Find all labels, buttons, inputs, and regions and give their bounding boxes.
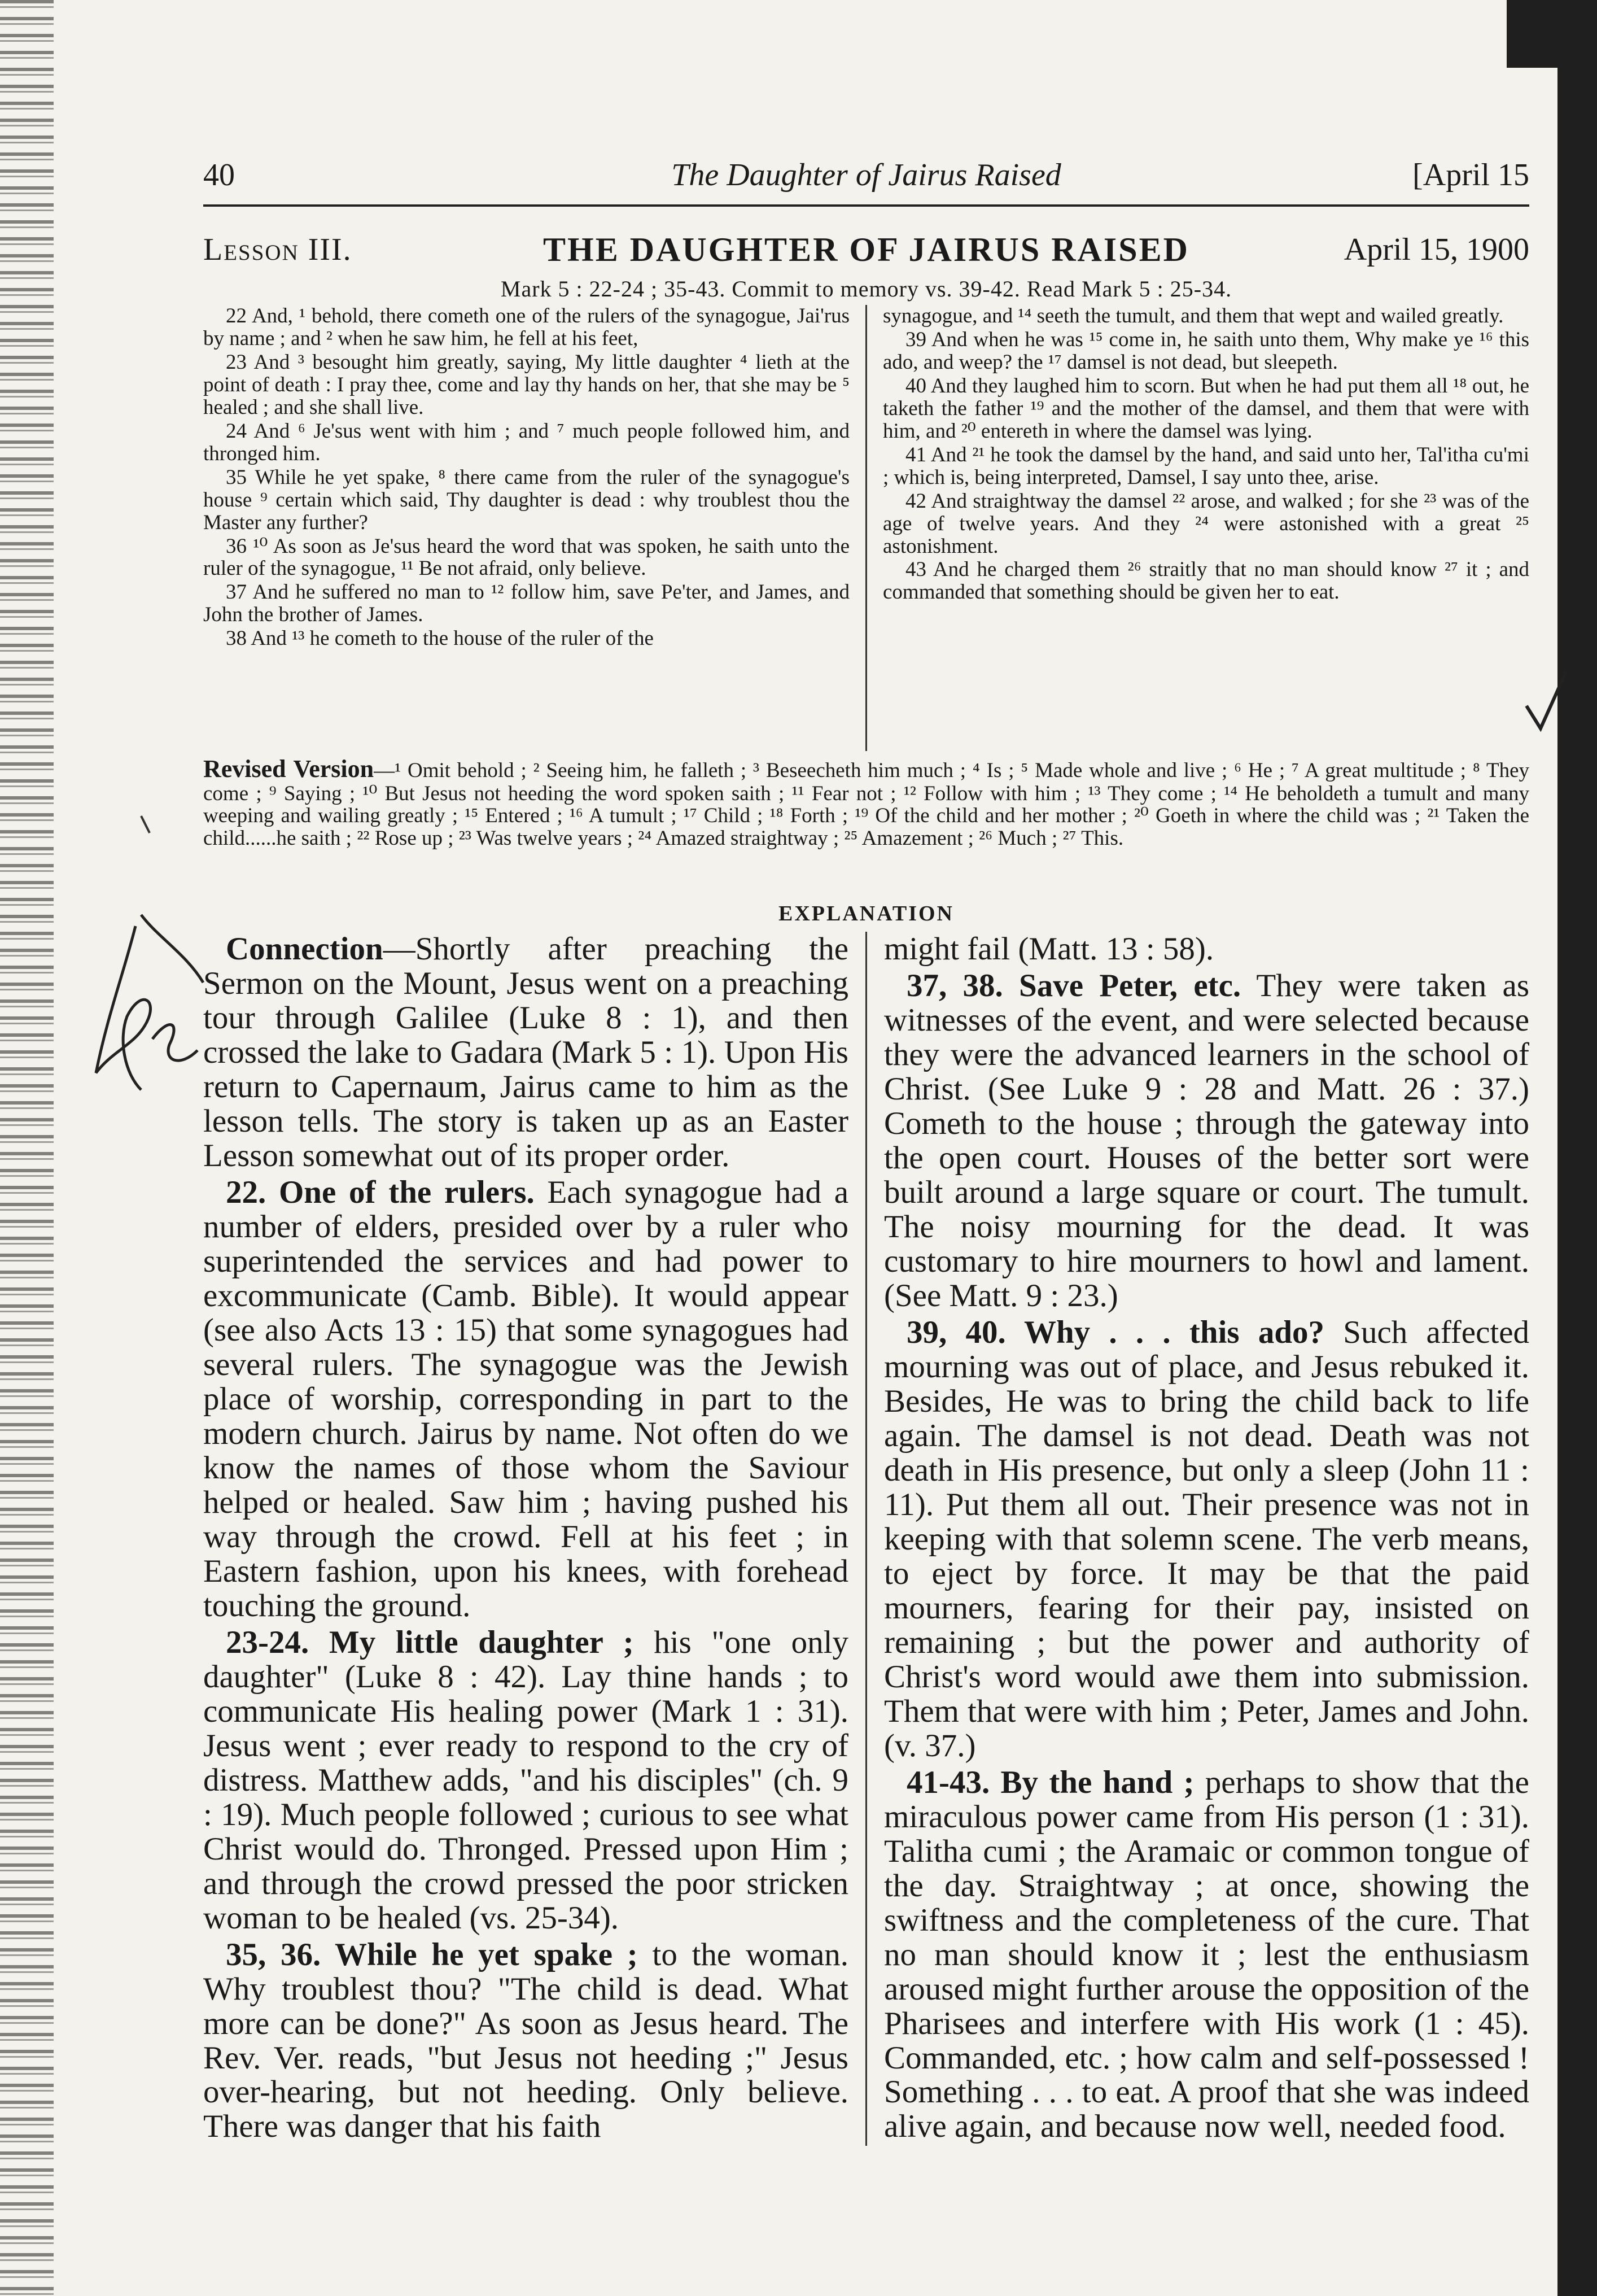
verse: synagogue, and ¹⁴ seeth the tumult, and them that wept and wailed greatly. <box>883 305 1504 328</box>
binding-edge <box>0 0 54 2296</box>
verse: 35 While he yet spake, ⁸ there came from the ruler of the synagogue's house ⁹ certain which said, Thy daughter is dead : why troublest thou the Master any further? <box>203 465 850 534</box>
paragraph-head: 23-24. My little daughter ; <box>226 1624 634 1660</box>
paragraph-body: Each synagogue had a number of elders, presided over by a ruler who superintended the services and had power to excommunicate (Camb. Bible). It would appear (see also Acts 13 : 15) that some synagogues had several rulers. The synagogue was the Jewish place of worship, corresponding in part to the modern church. Jairus by name. Not often do we know the names of those whom the Saviour helped or healed. Saw him ; having pushed his way through the crowd. Fell at his feet ; in Eastern fashion, upon his knees, with forehead touching the ground. <box>203 1174 848 1623</box>
revised-version-label: Revised Version <box>203 756 374 783</box>
verse: 41 And ²¹ he took the damsel by the hand, and said unto her, Tal'itha cu'mi ; which is, being interpreted, Damsel, I say unto thee, arise. <box>883 443 1529 489</box>
commentary-column-left <box>203 932 867 2146</box>
lesson-title: THE DAUGHTER OF JAIRUS RAISED <box>543 231 1189 268</box>
paragraph-head: 41-43. By the hand ; <box>907 1764 1195 1800</box>
paragraph-head: 22. One of the rulers. <box>226 1174 535 1210</box>
scripture-text <box>203 305 1529 751</box>
revised-version-text: —¹ Omit behold ; ² Seeing him, he falleth ; ³ Beseecheth him much ; ⁴ Is ; ⁵ Made whole and live ; ⁶ He ; ⁷ A great multitude ; ⁸ They come ; ⁹ Saying ; ¹⁰ But Jesus not heeding the word spoken saith ; ¹¹ Fear not ; ¹² Follow with him ; ¹³ They come ; ¹⁴ He beholdeth a tumult and many weeping and wailing greatly ; ¹⁵ Entered ; ¹⁶ A tumult ; ¹⁷ Child ; ¹⁸ Forth ; ¹⁹ Of the child and her mother ; ²⁰ Goeth in where the child was ; ²¹ Taken the child......he saith ; ²² Rose up ; ²³ Was twelve years ; ²⁴ Amazed straightway ; ²⁵ Amazement ; ²⁶ Much ; ²⁷ This. <box>203 759 1529 850</box>
running-title: The Daughter of Jairus Raised <box>671 158 1061 193</box>
scripture-column-left <box>203 305 867 751</box>
lesson-date: April 15, 1900 <box>1344 232 1529 267</box>
paragraph-body: Such affected mourning was out of place, and Jesus rebuked it. Besides, He was to bring the child back to life again. The damsel is not dead. Death was not death in His presence, but only a sleep (John 11 : 11). Put them all out. Their presence was not in keeping with that solemn scene. The verb means, to eject by force. It may be that the paid mourners, fearing for their pay, insisted on remaining ; but the power and authority of Christ's word would awe them into submission. Them that were with him ; Peter, James and John. (v. 37.) <box>884 1314 1529 1764</box>
lesson-number: Lesson III. <box>203 232 352 267</box>
commentary <box>203 932 1529 2146</box>
commentary-paragraph <box>203 1937 848 2144</box>
handwritten-tick-mark <box>1521 666 1572 734</box>
header-date: [April 15 <box>1412 158 1529 193</box>
paragraph-head: 35, 36. While he yet spake ; <box>226 1936 638 1972</box>
commentary-paragraph <box>884 968 1529 1313</box>
paragraph-head: 37, 38. Save Peter, etc. <box>907 967 1241 1003</box>
revised-version-notes <box>203 756 1529 897</box>
paragraph-body: to the woman. Why troublest thou? "The child is dead. What more can be done?" As soon as Jesus heard. The Rev. Ver. reads, "but Jesus not heeding ;" Jesus over-hearing, but not heeding. Only believe. There was danger that his faith <box>203 1936 848 2145</box>
commentary-paragraph <box>884 932 1529 966</box>
verse: 22 And, ¹ behold, there cometh one of the rulers of the synagogue, Jai'rus by name ; and ² when he saw him, he fell at his feet, <box>203 305 850 350</box>
paragraph-body: They were taken as witnesses of the event, and were selected because they were the advanced learners in the school of Christ. (See Luke 9 : 28 and Matt. 26 : 37.) Cometh to the house ; through the gateway into the open court. Houses of the better sort were built around a large square or court. The tumult. The noisy mourning for the dead. It was customary to hire mourners to howl and lament. (See Matt. 9 : 23.) <box>884 967 1529 1313</box>
verse: 40 And they laughed him to scorn. But when he had put them all ¹⁸ out, he taketh the father ¹⁹ and the mother of the damsel, and them that were with him, and ²⁰ entereth in where the damsel was lying. <box>883 374 1529 443</box>
scan-border-right <box>1557 34 1597 2296</box>
lesson-reading: Mark 5 : 22-24 ; 35-43. Commit to memory vs. 39-42. Read Mark 5 : 25-34. <box>500 276 1232 302</box>
page-number: 40 <box>203 158 235 193</box>
paragraph-body: his "one only daughter" (Luke 8 : 42). Lay thine hands ; to communicate His healing power (Mark 1 : 31). Jesus went ; ever ready to respond to the cry of distress. Matthew adds, "and his disciples" (ch. 9 : 19). Much people followed ; curious to see what Christ would do. Thronged. Pressed upon Him ; and through the crowd pressed the poor stricken woman to be healed (vs. 25-34). <box>203 1624 849 1936</box>
verse: 39 And when he was ¹⁵ come in, he saith unto them, Why make ye ¹⁶ this ado, and weep? the ¹⁷ damsel is not dead, but sleepeth. <box>883 328 1529 374</box>
commentary-column-right <box>867 932 1529 2146</box>
verse: 36 ¹⁰ As soon as Je'sus heard the word that was spoken, he saith unto the ruler of the synagogue, ¹¹ Be not afraid, only believe. <box>203 534 850 580</box>
verse: 38 And ¹³ he cometh to the house of the ruler of the <box>226 627 654 651</box>
paragraph-body: might fail (Matt. 13 : 58). <box>884 932 1214 967</box>
scripture-column-right <box>867 305 1529 751</box>
stray-mark <box>138 813 155 836</box>
commentary-paragraph <box>203 1175 848 1623</box>
page-header <box>203 152 1529 198</box>
verse: 37 And he suffered no man to ¹² follow him, save Pe'ter, and James, and John the brother of James. <box>203 580 850 627</box>
verse: 43 And he charged them ²⁶ straitly that no man should know ²⁷ it ; and commanded that something should be given her to eat. <box>883 558 1529 604</box>
paragraph-body: perhaps to show that the miraculous power came from His person (1 : 31). Talitha cumi ; the Aramaic or common tongue of the day. Straightway ; at once, showing the swiftness and the completeness of the cure. That no man should know it ; lest the enthusiasm aroused might further arouse the opposition of the Pharisees and interfere with His work (1 : 45). Commanded, etc. ; how calm and self-possessed ! Something . . . to eat. A proof that she was indeed alive again, and because now well, needed food. <box>884 1764 1529 2145</box>
handwritten-margin-mark <box>73 903 220 1118</box>
commentary-paragraph <box>884 1765 1529 2144</box>
commentary-paragraph <box>884 1315 1529 1763</box>
commentary-paragraph <box>203 932 848 1173</box>
explanation-heading: EXPLANATION <box>778 902 954 926</box>
paragraph-body: —Shortly after preaching the Sermon on the Mount, Jesus went on a preaching tour through Galilee (Luke 8 : 1), and then crossed the lake to Gadara (Mark 5 : 1). Upon His return to Capernaum, Jairus came to him as the lesson tells. The story is taken up as an Easter Lesson somewhat out of its proper order. <box>203 932 848 1173</box>
header-rule <box>203 204 1529 207</box>
verse: 24 And ⁶ Je'sus went with him ; and ⁷ much people followed him, and thronged him. <box>203 419 850 465</box>
paragraph-head: Connection <box>226 932 383 967</box>
commentary-paragraph <box>203 1625 848 1935</box>
lesson-title-line <box>203 226 1529 277</box>
verse: 23 And ³ besought him greatly, saying, My little daughter ⁴ lieth at the point of death : I pray thee, come and lay thy hands on her, that she may be ⁵ healed ; and she shall live. <box>203 350 850 419</box>
verse: 42 And straightway the damsel ²² arose, and walked ; for she ²³ was of the age of twelve years. And they ²⁴ were astonished with a great ²⁵ astonishment. <box>883 489 1529 558</box>
paragraph-head: 39, 40. Why . . . this ado? <box>907 1314 1325 1350</box>
